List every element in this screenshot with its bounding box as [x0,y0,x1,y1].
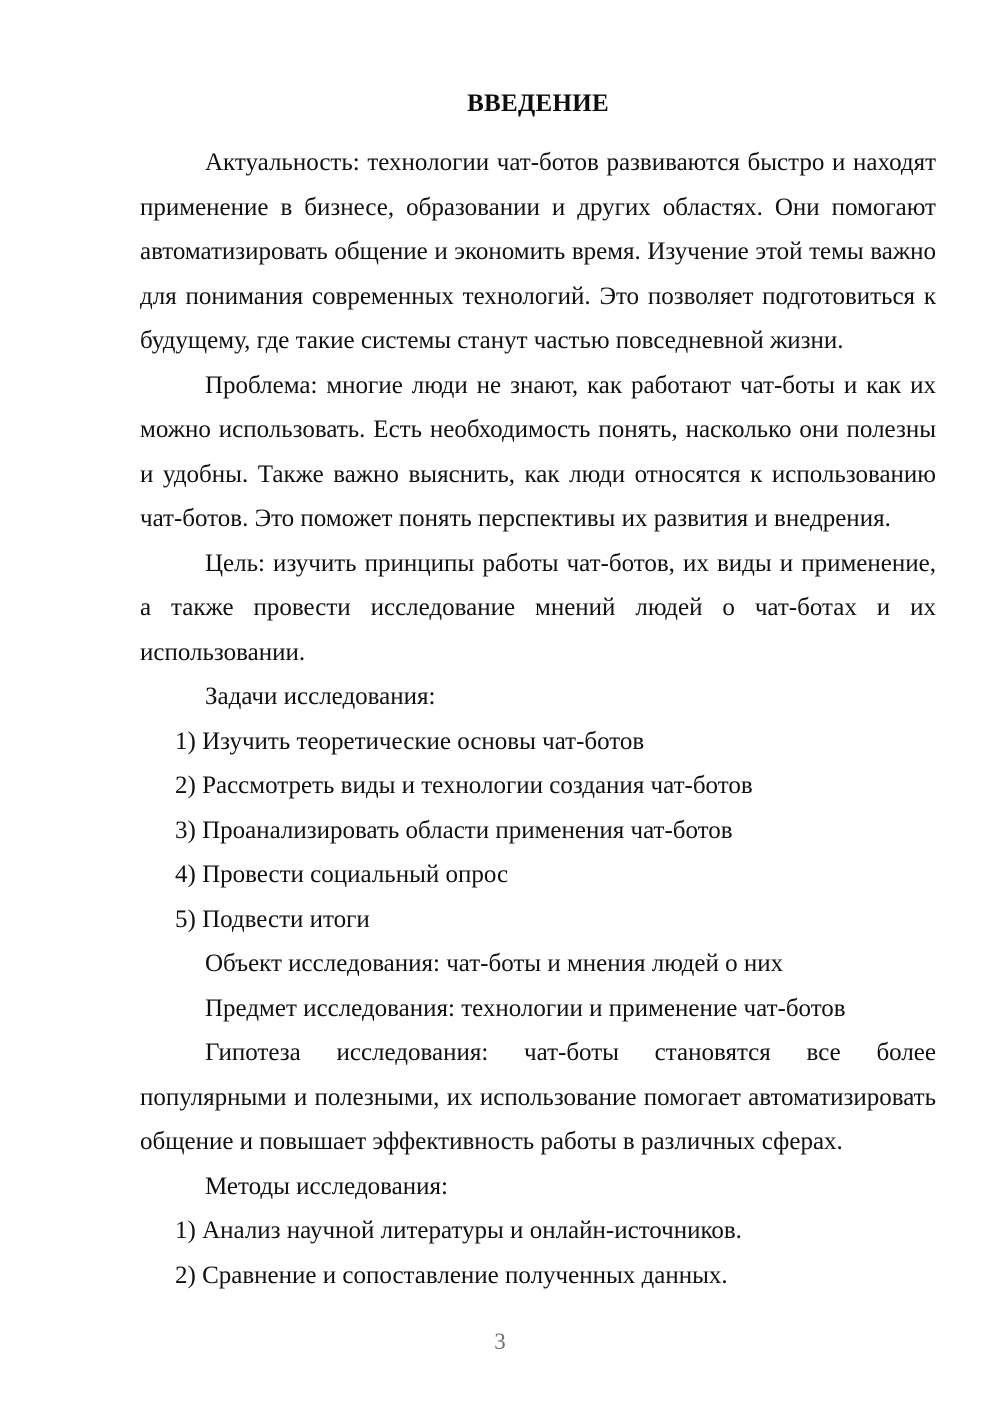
methods-heading: Методы исследования: [205,1172,448,1200]
list-item: 2) Рассмотреть виды и технологии создания чат-ботов [175,772,753,800]
paragraph-relevance: Актуальность: технологии чат-ботов развиваются быстро и находят применение в бизнесе, образовании и других областях. Они помогают автоматизировать общение и экономить время. Изучение этой темы важно для понимания современных технологий. Это позволяет подготовиться к будущему, где такие системы станут частью повседневной жизни. [140,149,936,355]
methods-list [140,1209,936,1298]
list-item: 1) Изучить теоретические основы чат-ботов [175,727,645,755]
list-item: 3) Проанализировать области применения чат-ботов [175,816,733,844]
object-of-study-line: Объект исследования: чат-боты и мнения людей о них [205,950,784,978]
document-body [140,88,936,1298]
paragraph-problem: Проблема: многие люди не знают, как работают чат-боты и как их можно использовать. Есть необходимость понять, насколько они полезны и удобны. Также важно выяснить, как люди относятся к использованию чат-ботов. Это поможет понять перспективы их развития и внедрения. [140,371,936,533]
subject-of-study-line: Предмет исследования: технологии и применение чат-ботов [205,994,846,1022]
list-item: 4) Провести социальный опрос [175,861,509,889]
tasks-list [140,720,936,943]
tasks-heading: Задачи исследования: [205,683,436,711]
page-number: 3 [494,1329,506,1354]
list-item: 2) Сравнение и сопоставление полученных данных. [175,1261,728,1289]
list-item: 5) Подвести итоги [175,905,370,933]
page-title: ВВЕДЕНИЕ [467,90,609,117]
list-item: 1) Анализ научной литературы и онлайн-источников. [175,1217,742,1245]
paragraph-goal: Цель: изучить принципы работы чат-ботов, их виды и применение, а также провести исследование мнений людей о чат-ботах и их использовании. [140,549,936,666]
paragraph-hypothesis: Гипотеза исследования: чат-боты становятся все более популярными и полезными, их использование помогает автоматизировать общение и повышает эффективность работы в различных сферах. [140,1039,936,1156]
